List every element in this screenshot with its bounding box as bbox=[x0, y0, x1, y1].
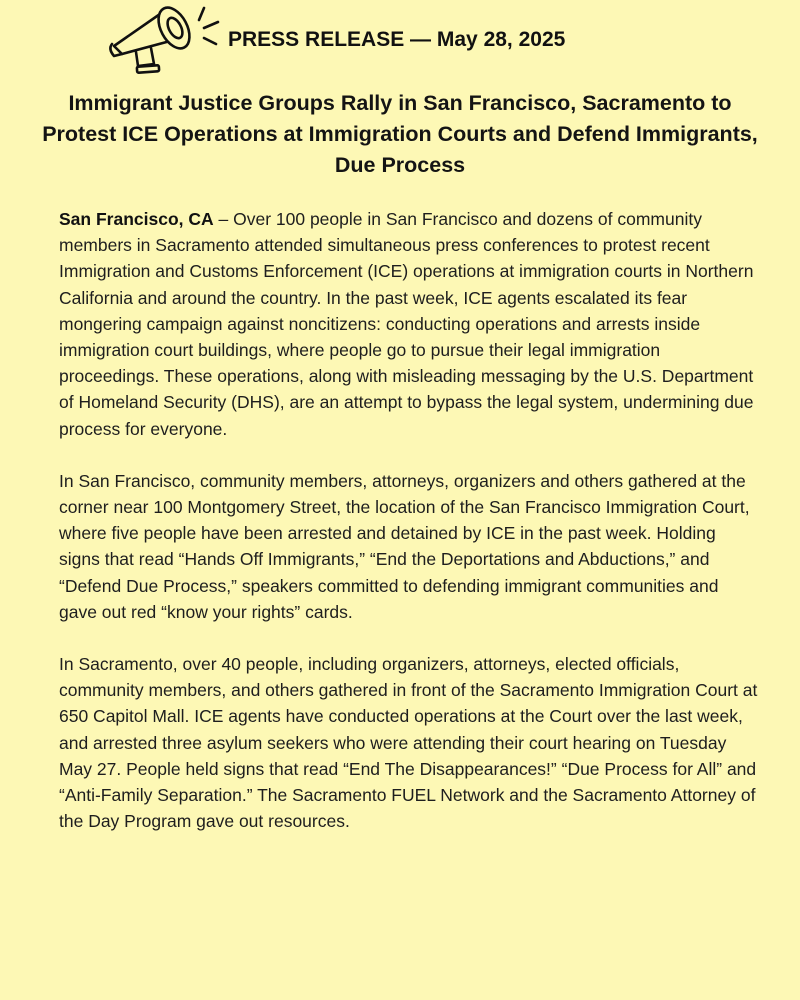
megaphone-icon bbox=[104, 2, 232, 84]
paragraph-san-francisco: In San Francisco, community members, attorneys, organizers and others gathered at the corner near 100 Montgomery Street, the location of the San Francisco Immigration Court, where five people have been arrested and detained by ICE in the past week. Holding signs that read “Hands Off Immigrants,” “End the Deportations and Abductions,” and “Defend Due Process,” speakers committed to defending immigrant communities and gave out red “know your rights” cards. bbox=[59, 470, 750, 622]
paragraph-intro bbox=[59, 206, 759, 442]
paragraph-sacramento: In Sacramento, over 40 people, including organizers, attorneys, elected officials, community members, and others gathered in front of the Sacramento Immigration Court at 650 Capitol Mall. ICE agents have conducted operations at the Court over the last week, and arrested three asylum seekers who were attending their court hearing on Tuesday May 27. People held signs that read “End The Disappearances!” “Due Process for All” and “Anti-Family Separation.” The Sacramento FUEL Network and the Sacramento Attorney of the Day Program gave out resources. bbox=[59, 654, 758, 832]
paragraph-intro-text: – Over 100 people in San Francisco and dozens of community members in Sacramento attended simultaneous press conferences to protest recent Immigration and Customs Enforcement (ICE) operations at immigration courts in Northern California and around the country. In the past week, ICE agents escalated its fear mongering campaign against noncitizens: conducting operations and arrests inside immigration court buildings, where people go to pursue their legal immigration proceedings. These operations, along with misleading messaging by the U.S. Department of Homeland Security (DHS), are an attempt to bypass the legal system, undermining due process for everyone. bbox=[59, 209, 754, 439]
headline: Immigrant Justice Groups Rally in San Francisco, Sacramento to Protest ICE Operations at Immigration Courts and Defend Immigrants, Due Process bbox=[42, 91, 758, 177]
dateline: San Francisco, CA bbox=[59, 209, 214, 229]
press-release-date-label: PRESS RELEASE — May 28, 2025 bbox=[228, 28, 566, 51]
article-body bbox=[59, 206, 759, 860]
